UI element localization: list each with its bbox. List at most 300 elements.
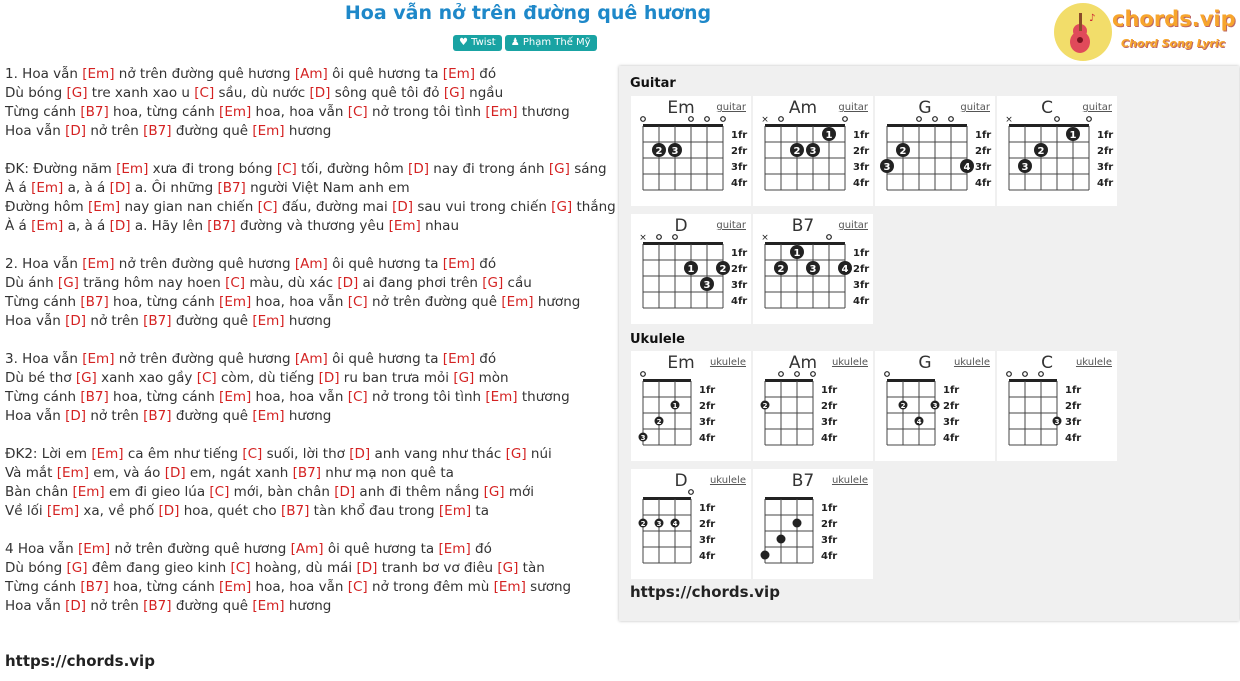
chord-marker[interactable]: [B7] bbox=[207, 218, 236, 234]
finger-number: 3 bbox=[932, 402, 938, 410]
chord-marker[interactable]: [C] bbox=[225, 275, 246, 291]
fret-number-label: 3fr bbox=[853, 162, 870, 173]
finger-number: 2 bbox=[777, 264, 785, 275]
footer-url[interactable]: https://chords.vip bbox=[5, 652, 155, 670]
author-badge[interactable]: ♟ Phạm Thế Mỹ bbox=[505, 35, 597, 51]
lyric-text: xanh xao gầy bbox=[96, 370, 197, 386]
lyric-text: nở trên đường quê hương bbox=[110, 541, 291, 557]
ukulele-chord-link[interactable]: ukulele bbox=[709, 475, 746, 486]
fret-number-label: 2fr bbox=[821, 519, 838, 530]
lyric-text: nay gian nan chiến bbox=[120, 199, 258, 215]
lyric-text: mới, bàn chân bbox=[229, 484, 335, 500]
lyric-text: hoàng, dù mái bbox=[250, 560, 357, 576]
ukulele-chord-card[interactable] bbox=[753, 469, 873, 579]
chord-marker[interactable]: [D] bbox=[164, 465, 186, 481]
lyric-text: hoa, hoa vẫn bbox=[251, 104, 348, 120]
guitar-chord-link[interactable]: guitar bbox=[716, 102, 746, 113]
guitar-chord-card[interactable] bbox=[631, 96, 751, 206]
lyric-text: núi bbox=[526, 446, 552, 462]
chord-marker[interactable]: [B7] bbox=[143, 408, 172, 424]
fret-number-label: 1fr bbox=[1097, 130, 1114, 141]
lyric-text: hương bbox=[284, 408, 332, 424]
lyric-text: trăng hôm nay hoen bbox=[78, 275, 226, 291]
chord-marker[interactable]: [Em] bbox=[219, 389, 252, 405]
chord-marker[interactable]: [G] bbox=[551, 199, 573, 215]
lyric-text: hoa, từng cánh bbox=[108, 104, 220, 120]
lyric-text: đó bbox=[475, 66, 497, 82]
chord-marker[interactable]: [Em] bbox=[493, 579, 526, 595]
chord-marker[interactable]: [Em] bbox=[252, 598, 285, 614]
lyric-text: a. Hãy lên bbox=[130, 218, 208, 234]
chord-marker[interactable]: [C] bbox=[209, 484, 230, 500]
lyric-line bbox=[5, 369, 615, 388]
ukulele-chord-link[interactable]: ukulele bbox=[1075, 357, 1112, 368]
ukulele-chord-link[interactable]: ukulele bbox=[831, 357, 868, 368]
chord-marker[interactable]: [C] bbox=[276, 161, 297, 177]
guitar-chord-link[interactable]: guitar bbox=[838, 102, 868, 113]
lyric-text: thương bbox=[517, 104, 570, 120]
chord-marker[interactable]: [Em] bbox=[501, 294, 534, 310]
lyric-text: đấu, đường mai bbox=[277, 199, 393, 215]
chord-name: B7 bbox=[791, 471, 815, 491]
lyric-text: em, và áo bbox=[88, 465, 165, 481]
lyrics-body bbox=[5, 65, 615, 616]
fret-number-label: 1fr bbox=[853, 130, 870, 141]
lyric-text: ca êm như tiếng bbox=[123, 446, 243, 462]
chord-marker[interactable]: [Am] bbox=[294, 66, 328, 82]
lyric-line bbox=[5, 578, 615, 597]
fret-number-label: 4fr bbox=[821, 433, 838, 444]
lyric-text: nở trên đường quê hương bbox=[114, 256, 295, 272]
lyric-text: đường và thương yêu bbox=[235, 218, 389, 234]
fret-number-label: 3fr bbox=[821, 535, 838, 546]
nut bbox=[643, 379, 691, 382]
lyric-text: sông quê tôi đỏ bbox=[330, 85, 444, 101]
site-logo[interactable] bbox=[1054, 3, 1234, 61]
lyric-text: hương bbox=[533, 294, 581, 310]
fret-number-label: 4fr bbox=[853, 178, 870, 189]
lyric-text: 3. Hoa vẫn bbox=[5, 351, 83, 367]
chord-name: D bbox=[674, 471, 688, 491]
lyric-text: Dù ánh bbox=[5, 275, 58, 291]
chord-marker[interactable]: [G] bbox=[443, 85, 465, 101]
rhythm-badge[interactable]: ♥ Twist bbox=[453, 35, 502, 51]
chord-marker[interactable]: [G] bbox=[66, 560, 88, 576]
chord-marker[interactable]: [G] bbox=[483, 484, 505, 500]
guitar-chord-card[interactable] bbox=[753, 96, 873, 206]
lyric-line bbox=[5, 65, 615, 84]
chord-marker[interactable]: [G] bbox=[482, 275, 504, 291]
lyric-text: Hoa vẫn bbox=[5, 408, 66, 424]
chord-marker[interactable]: [D] bbox=[109, 180, 131, 196]
fret-number-label: 3fr bbox=[975, 162, 992, 173]
fret-number-label: 4fr bbox=[975, 178, 992, 189]
lyric-text: ru ban trưa mỏi bbox=[339, 370, 454, 386]
chord-marker[interactable]: [B7] bbox=[292, 465, 322, 481]
lyric-text: Bàn chân bbox=[5, 484, 73, 500]
guitar-icon bbox=[1054, 3, 1112, 61]
finger-number: 2 bbox=[656, 418, 662, 426]
chord-marker[interactable]: [Em] bbox=[438, 503, 472, 519]
chord-marker[interactable]: [B7] bbox=[80, 104, 109, 120]
chord-marker[interactable]: [C] bbox=[347, 104, 368, 120]
ukulele-chord-card[interactable] bbox=[997, 351, 1117, 461]
chord-marker[interactable]: [C] bbox=[257, 199, 278, 215]
nut bbox=[887, 379, 935, 382]
lyric-text: nay đi trong ánh bbox=[428, 161, 549, 177]
nut bbox=[643, 497, 691, 500]
lyric-text: ĐK: Đường năm bbox=[5, 161, 117, 177]
chord-marker[interactable]: [Em] bbox=[252, 123, 285, 139]
chord-marker[interactable]: [D] bbox=[356, 560, 378, 576]
fret-number-label: 1fr bbox=[731, 248, 748, 259]
muted-string-marker: × bbox=[639, 233, 647, 243]
chord-marker[interactable]: [D] bbox=[65, 123, 87, 139]
chord-marker[interactable]: [Em] bbox=[82, 66, 115, 82]
fret-number-label: 1fr bbox=[731, 130, 748, 141]
chord-marker[interactable]: [D] bbox=[109, 218, 131, 234]
fret-number-label: 4fr bbox=[699, 551, 716, 562]
chord-marker[interactable]: [Em] bbox=[91, 446, 124, 462]
chord-marker[interactable]: [C] bbox=[242, 446, 263, 462]
stanza-gap bbox=[5, 521, 615, 540]
chord-marker[interactable]: [Am] bbox=[294, 256, 328, 272]
finger-number: 2 bbox=[899, 146, 907, 157]
fret-number-label: 2fr bbox=[853, 264, 870, 275]
nut bbox=[765, 124, 845, 127]
guitar-chord-card[interactable] bbox=[631, 214, 751, 324]
finger-number: 1 bbox=[793, 248, 801, 259]
chord-marker[interactable]: [Am] bbox=[290, 541, 324, 557]
lyric-text: đường quê bbox=[171, 598, 253, 614]
lyric-text: Hoa vẫn bbox=[5, 598, 66, 614]
ukulele-chord-card[interactable] bbox=[631, 351, 751, 461]
chord-marker[interactable]: [G] bbox=[505, 446, 527, 462]
chord-marker[interactable]: [Em] bbox=[82, 256, 115, 272]
guitar-chord-link[interactable]: guitar bbox=[960, 102, 990, 113]
lyric-text: hương bbox=[284, 313, 332, 329]
chord-marker[interactable]: [D] bbox=[392, 199, 414, 215]
guitar-chord-card[interactable] bbox=[997, 96, 1117, 206]
finger-number: 4 bbox=[841, 264, 849, 275]
chord-marker[interactable]: [Em] bbox=[219, 579, 252, 595]
lyric-text: suối, lời thơ bbox=[262, 446, 350, 462]
finger-number: 3 bbox=[809, 146, 817, 157]
lyric-text: cầu bbox=[503, 275, 532, 291]
finger-dot bbox=[777, 535, 786, 544]
chord-name: D bbox=[674, 216, 688, 236]
lyric-text: hương bbox=[284, 598, 332, 614]
fret-number-label: 4fr bbox=[699, 433, 716, 444]
guitar-chord-link[interactable]: guitar bbox=[1082, 102, 1112, 113]
chord-marker[interactable]: [D] bbox=[318, 370, 340, 386]
lyric-text: a. Ôi những bbox=[130, 180, 218, 196]
chord-marker[interactable]: [Em] bbox=[485, 389, 518, 405]
ukulele-chord-link[interactable]: ukulele bbox=[709, 357, 746, 368]
lyric-text: em đi gieo lúa bbox=[104, 484, 210, 500]
lyric-line bbox=[5, 160, 615, 179]
chord-marker[interactable]: [B7] bbox=[143, 313, 172, 329]
fret-number-label: 1fr bbox=[943, 385, 960, 396]
guitar-chord-card[interactable] bbox=[753, 214, 873, 324]
fret-number-label: 4fr bbox=[853, 296, 870, 307]
chord-marker[interactable]: [D] bbox=[349, 446, 371, 462]
finger-dot bbox=[793, 519, 802, 528]
chord-marker[interactable]: [Em] bbox=[72, 484, 105, 500]
lyric-text: nở trên bbox=[86, 313, 144, 329]
fret-number-label: 1fr bbox=[1065, 385, 1082, 396]
fret-number-label: 1fr bbox=[975, 130, 992, 141]
chord-panel bbox=[619, 66, 1239, 621]
chord-marker[interactable]: [C] bbox=[196, 370, 217, 386]
lyric-text: đó bbox=[470, 541, 492, 557]
finger-number: 4 bbox=[963, 162, 971, 173]
chord-marker[interactable]: [Em] bbox=[31, 180, 64, 196]
lyric-line bbox=[5, 217, 615, 236]
chord-marker[interactable]: [Em] bbox=[388, 218, 421, 234]
chord-marker[interactable]: [C] bbox=[230, 560, 251, 576]
lyric-text: đường quê bbox=[171, 123, 253, 139]
lyric-line bbox=[5, 293, 615, 312]
fret-number-label: 2fr bbox=[853, 146, 870, 157]
lyric-text: hương bbox=[284, 123, 332, 139]
panel-url[interactable]: https://chords.vip bbox=[630, 583, 780, 601]
lyric-text: 4 Hoa vẫn bbox=[5, 541, 78, 557]
chord-marker[interactable]: [D] bbox=[65, 408, 87, 424]
chord-marker[interactable]: [Em] bbox=[485, 104, 518, 120]
lyric-line bbox=[5, 103, 615, 122]
chord-marker[interactable]: [Em] bbox=[56, 465, 89, 481]
chord-marker[interactable]: [Em] bbox=[116, 161, 149, 177]
fret-number-label: 3fr bbox=[699, 417, 716, 428]
chord-name: Am bbox=[788, 353, 818, 373]
fret-number-label: 2fr bbox=[1065, 401, 1082, 412]
lyric-line bbox=[5, 122, 615, 141]
lyric-text: nở trên đường quê hương bbox=[114, 66, 295, 82]
lyric-text: sương bbox=[525, 579, 572, 595]
song-meta bbox=[453, 35, 597, 51]
fret-number-label: 3fr bbox=[1097, 162, 1114, 173]
chord-name: Em bbox=[667, 353, 695, 373]
chord-marker[interactable]: [Em] bbox=[442, 351, 476, 367]
fret-number-label: 3fr bbox=[731, 162, 748, 173]
lyric-text: Và mắt bbox=[5, 465, 57, 481]
finger-number: 4 bbox=[672, 520, 678, 528]
nut bbox=[643, 124, 723, 127]
chord-marker[interactable]: [Em] bbox=[252, 408, 285, 424]
chord-marker[interactable]: [Em] bbox=[82, 351, 115, 367]
fret-number-label: 4fr bbox=[1097, 178, 1114, 189]
chord-marker[interactable]: [B7] bbox=[80, 579, 109, 595]
chord-marker[interactable]: [D] bbox=[309, 85, 331, 101]
finger-number: 3 bbox=[671, 146, 679, 157]
lyric-line bbox=[5, 84, 615, 103]
lyric-text: như mạ non quê ta bbox=[321, 465, 454, 481]
lyric-text: đó bbox=[475, 351, 497, 367]
lyric-text: hoa, hoa vẫn bbox=[251, 389, 348, 405]
chord-marker[interactable]: [B7] bbox=[80, 294, 109, 310]
finger-number: 2 bbox=[640, 520, 646, 528]
chord-marker[interactable]: [D] bbox=[65, 598, 87, 614]
finger-number: 1 bbox=[825, 130, 833, 141]
fret-number-label: 4fr bbox=[943, 433, 960, 444]
chord-name: C bbox=[1041, 353, 1053, 373]
lyric-line bbox=[5, 388, 615, 407]
chord-marker[interactable]: [Em] bbox=[219, 294, 252, 310]
stanza-gap bbox=[5, 236, 615, 255]
chord-marker[interactable]: [B7] bbox=[80, 389, 109, 405]
lyric-text: À á bbox=[5, 218, 32, 234]
guitar-chord-link[interactable]: guitar bbox=[716, 220, 746, 231]
lyric-text: Hoa vẫn bbox=[5, 313, 66, 329]
lyric-text: hoa, từng cánh bbox=[108, 579, 220, 595]
lyric-line bbox=[5, 559, 615, 578]
lyric-line bbox=[5, 198, 615, 217]
finger-number: 3 bbox=[883, 162, 891, 173]
ukulele-chord-link[interactable]: ukulele bbox=[953, 357, 990, 368]
lyric-text: ôi quê hương ta bbox=[327, 256, 443, 272]
chord-marker[interactable]: [G] bbox=[453, 370, 475, 386]
finger-number: 3 bbox=[703, 280, 711, 291]
lyric-text: ngầu bbox=[464, 85, 504, 101]
lyric-text: Từng cánh bbox=[5, 579, 81, 595]
lyric-text: hoa, từng cánh bbox=[108, 294, 220, 310]
chord-marker[interactable]: [D] bbox=[334, 484, 356, 500]
lyric-line bbox=[5, 179, 615, 198]
fret-number-label: 4fr bbox=[731, 296, 748, 307]
fret-number-label: 1fr bbox=[821, 503, 838, 514]
lyric-text: sầu, dù nước bbox=[214, 85, 310, 101]
fret-number-label: 1fr bbox=[699, 503, 716, 514]
chord-marker[interactable]: [D] bbox=[65, 313, 87, 329]
muted-string-marker: × bbox=[1005, 115, 1013, 125]
finger-number: 2 bbox=[793, 146, 801, 157]
ukulele-chord-card[interactable] bbox=[875, 351, 995, 461]
fret-number-label: 2fr bbox=[699, 401, 716, 412]
svg-text:♪: ♪ bbox=[1089, 13, 1096, 24]
finger-number: 2 bbox=[762, 402, 768, 410]
fret-number-label: 2fr bbox=[731, 146, 748, 157]
lyric-text: hoa, từng cánh bbox=[108, 389, 220, 405]
chord-marker[interactable]: [B7] bbox=[143, 598, 172, 614]
finger-number: 1 bbox=[672, 402, 678, 410]
chord-marker[interactable]: [B7] bbox=[217, 180, 246, 196]
finger-number: 2 bbox=[719, 264, 727, 275]
chord-marker[interactable]: [D] bbox=[408, 161, 429, 177]
lyric-text: nở trên bbox=[86, 123, 144, 139]
finger-number: 4 bbox=[916, 418, 922, 426]
guitar-chord-card[interactable] bbox=[875, 96, 995, 206]
lyric-line bbox=[5, 540, 615, 559]
lyric-text: tranh bơ vơ điêu bbox=[377, 560, 498, 576]
finger-number: 1 bbox=[1069, 130, 1077, 141]
lyric-text: Dù bóng bbox=[5, 85, 67, 101]
stanza-gap bbox=[5, 426, 615, 445]
chord-marker[interactable]: [Em] bbox=[438, 541, 471, 557]
lyric-text: màu, dù xác bbox=[245, 275, 338, 291]
chord-name: Am bbox=[788, 98, 818, 118]
ukulele-chord-link[interactable]: ukulele bbox=[831, 475, 868, 486]
finger-dot bbox=[761, 551, 770, 560]
chord-marker[interactable]: [D] bbox=[158, 503, 180, 519]
finger-number: 3 bbox=[1021, 162, 1029, 173]
chord-marker[interactable]: [Em] bbox=[31, 218, 64, 234]
lyric-text: hoa, hoa vẫn bbox=[251, 294, 348, 310]
lyric-text: nở trên đường quê bbox=[367, 294, 502, 310]
chord-marker[interactable]: [G] bbox=[497, 560, 519, 576]
chord-marker[interactable]: [Em] bbox=[46, 503, 80, 519]
chord-marker[interactable]: [Em] bbox=[442, 256, 476, 272]
chord-marker[interactable]: [C] bbox=[347, 389, 368, 405]
lyric-line bbox=[5, 502, 615, 521]
fret-number-label: 3fr bbox=[943, 417, 960, 428]
lyric-text: ôi quê hương ta bbox=[327, 351, 443, 367]
chord-marker[interactable]: [C] bbox=[347, 579, 368, 595]
lyric-text: À á bbox=[5, 180, 32, 196]
lyric-text: em, ngát xanh bbox=[185, 465, 293, 481]
logo-brand: chords.vip bbox=[1112, 7, 1236, 31]
lyric-text: sáng bbox=[569, 161, 607, 177]
chord-marker[interactable]: [G] bbox=[66, 85, 88, 101]
chord-marker[interactable]: [C] bbox=[194, 85, 215, 101]
chord-marker[interactable]: [G] bbox=[57, 275, 79, 291]
lyric-text: Từng cánh bbox=[5, 389, 81, 405]
ukulele-chord-card[interactable] bbox=[753, 351, 873, 461]
lyric-text: còm, dù tiếng bbox=[216, 370, 319, 386]
finger-number: 3 bbox=[1054, 418, 1060, 426]
lyric-text: sau vui trong chiến bbox=[413, 199, 552, 215]
chord-marker[interactable]: [Em] bbox=[252, 313, 285, 329]
lyric-text: a, à á bbox=[63, 180, 110, 196]
stanza-gap bbox=[5, 141, 615, 160]
finger-number: 2 bbox=[1037, 146, 1045, 157]
fret-number-label: 2fr bbox=[943, 401, 960, 412]
lyric-text: thắng bbox=[572, 199, 616, 215]
lyric-text: mòn bbox=[474, 370, 509, 386]
chord-marker[interactable]: [G] bbox=[75, 370, 97, 386]
author-label: Phạm Thế Mỹ bbox=[522, 37, 591, 48]
fret-number-label: 2fr bbox=[1097, 146, 1114, 157]
chord-marker[interactable]: [G] bbox=[548, 161, 570, 177]
fret-number-label: 4fr bbox=[821, 551, 838, 562]
finger-number: 2 bbox=[655, 146, 663, 157]
lyric-text: thương bbox=[517, 389, 570, 405]
lyric-text: xưa đi trong bóng bbox=[148, 161, 277, 177]
lyric-text: a, à á bbox=[63, 218, 110, 234]
chord-marker[interactable]: [Em] bbox=[219, 104, 252, 120]
guitar-chord-link[interactable]: guitar bbox=[838, 220, 868, 231]
chord-marker[interactable]: [D] bbox=[337, 275, 359, 291]
chord-marker[interactable]: [B7] bbox=[143, 123, 172, 139]
lyric-text: hoa, hoa vẫn bbox=[251, 579, 348, 595]
lyric-text: Dù bé thơ bbox=[5, 370, 76, 386]
chord-marker[interactable]: [B7] bbox=[280, 503, 310, 519]
chord-marker[interactable]: [Em] bbox=[77, 541, 111, 557]
chord-marker[interactable]: [Em] bbox=[87, 199, 121, 215]
chord-marker[interactable]: [Am] bbox=[294, 351, 328, 367]
chord-marker[interactable]: [C] bbox=[347, 294, 368, 310]
chord-marker[interactable]: [Em] bbox=[442, 66, 476, 82]
muted-string-marker: × bbox=[761, 115, 769, 125]
finger-number: 1 bbox=[687, 264, 695, 275]
fret-number-label: 4fr bbox=[731, 178, 748, 189]
fret-number-label: 4fr bbox=[1065, 433, 1082, 444]
lyric-text: ta bbox=[471, 503, 489, 519]
lyric-text: Đường hôm bbox=[5, 199, 88, 215]
lyric-text: nở trong tôi tình bbox=[367, 389, 486, 405]
nut bbox=[643, 242, 723, 245]
ukulele-chord-card[interactable] bbox=[631, 469, 751, 579]
